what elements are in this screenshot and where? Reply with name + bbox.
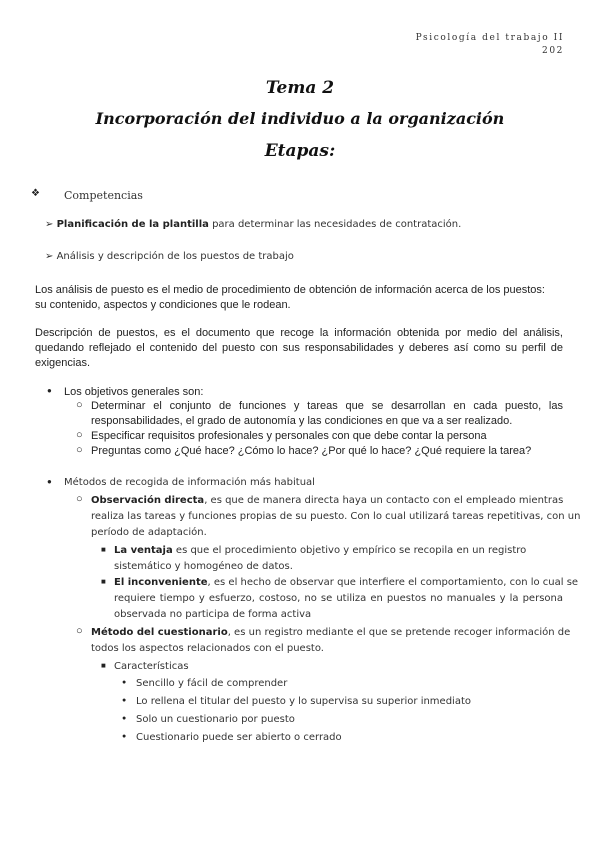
document-title: Tema 2: [265, 78, 335, 98]
circle-bullet-icon: ○: [76, 493, 83, 505]
list-item-line: observada no participa de forma activa: [114, 609, 312, 620]
arrow-bullet-icon: ➢: [45, 219, 54, 230]
list-item: Sencillo y fácil de comprender: [136, 678, 288, 689]
list-item: Lo rellena el titular del puesto y lo supervisa su superior inmediato: [136, 696, 471, 707]
bold-text: Planificación de la plantilla: [56, 219, 209, 230]
list-item-line: [91, 626, 570, 640]
dot-bullet-icon: ●: [122, 733, 127, 740]
bold-text: La ventaja: [114, 545, 173, 556]
list-item: Preguntas como ¿Qué hace? ¿Cómo lo hace? ¿Por qué lo hace? ¿Qué requiere la tarea?: [91, 445, 532, 457]
dot-bullet-icon: ●: [122, 679, 127, 686]
list-heading: Métodos de recogida de información más habitual: [64, 477, 315, 488]
circle-bullet-icon: ○: [76, 444, 83, 456]
paragraph-line: Descripción de puestos, es el documento que recoge la información obtenida por medio del análisis,: [35, 327, 563, 339]
item-text: Análisis y descripción de los puestos de trabajo: [56, 251, 294, 262]
item-text: es que el procedimiento objetivo y empírico se recopila en un registro: [172, 545, 527, 556]
list-item-line: requiere tiempo y esfuerzo, costoso, no se utiliza en puestos no manuales y la persona: [114, 593, 563, 604]
list-item-line: [91, 494, 563, 508]
paragraph-line: exigencias.: [35, 357, 91, 369]
list-item-line: [114, 576, 578, 590]
document-subtitle: Incorporación del individuo a la organización: [95, 109, 505, 128]
item-text: para determinar las necesidades de contratación.: [208, 219, 462, 230]
list-item: Cuestionario puede ser abierto o cerrado: [136, 732, 342, 743]
course-name: Psicología del trabajo II: [415, 33, 564, 43]
arrow-bullet-icon: ➢: [45, 251, 54, 262]
square-bullet-icon: ■: [101, 545, 106, 554]
course-code: 202: [542, 46, 564, 56]
item-text: , es que de manera directa haya un contacto con el empleado mientras: [204, 495, 564, 506]
bold-text: El inconveniente: [114, 577, 208, 588]
bold-text: Método del cuestionario: [91, 627, 228, 638]
dot-bullet-icon: ●: [122, 697, 127, 704]
paragraph-line: quedando reflejado el contenido del puesto con sus responsabilidades y deberes así como su perfil de: [35, 342, 563, 354]
circle-bullet-icon: ○: [76, 429, 83, 441]
list-item: Solo un cuestionario por puesto: [136, 714, 295, 725]
paragraph-line: su contenido, aspectos y condiciones que le rodean.: [35, 299, 291, 311]
list-item-line: responsabilidades, el grado de autonomía y las condiciones en que va a ser realizado.: [91, 415, 513, 427]
list-item-line: realiza las tareas y funciones propias de su puesto. Con lo cual utilizará tareas repetitivas, con un: [91, 511, 581, 522]
diamond-bullet-icon: ❖: [31, 188, 40, 199]
list-item-line: [114, 544, 526, 558]
item-text: , es un registro mediante el que se pretende recoger información de: [227, 627, 571, 638]
dot-bullet-icon: ●: [122, 715, 127, 722]
document-section-title: Etapas:: [264, 141, 336, 161]
list-heading: Características: [114, 661, 189, 672]
item-text: , es el hecho de observar que interfiere el comportamiento, con lo cual se: [207, 577, 579, 588]
paragraph-line: Los análisis de puesto es el medio de procedimiento de obtención de información acerca de los puestos:: [35, 284, 545, 296]
circle-bullet-icon: ○: [76, 625, 83, 637]
circle-bullet-icon: ○: [76, 399, 83, 411]
square-bullet-icon: ■: [101, 577, 106, 586]
square-bullet-icon: ■: [101, 661, 106, 670]
list-item: [45, 250, 294, 264]
list-item-line: sistemático y homogéneo de datos.: [114, 561, 293, 572]
bullet-icon: ●: [47, 477, 52, 486]
bold-text: Observación directa: [91, 495, 205, 506]
section-heading: Competencias: [64, 189, 143, 202]
list-heading: Los objetivos generales son:: [64, 386, 204, 398]
list-item-line: período de adaptación.: [91, 527, 207, 538]
list-item-line: todos los aspectos relacionados con el puesto.: [91, 643, 324, 654]
bullet-icon: ●: [47, 386, 52, 395]
list-item: Especificar requisitos profesionales y personales con que debe contar la persona: [91, 430, 487, 442]
list-item: [45, 218, 461, 232]
list-item-line: Determinar el conjunto de funciones y tareas que se desarrollan en cada puesto, las: [91, 400, 563, 412]
